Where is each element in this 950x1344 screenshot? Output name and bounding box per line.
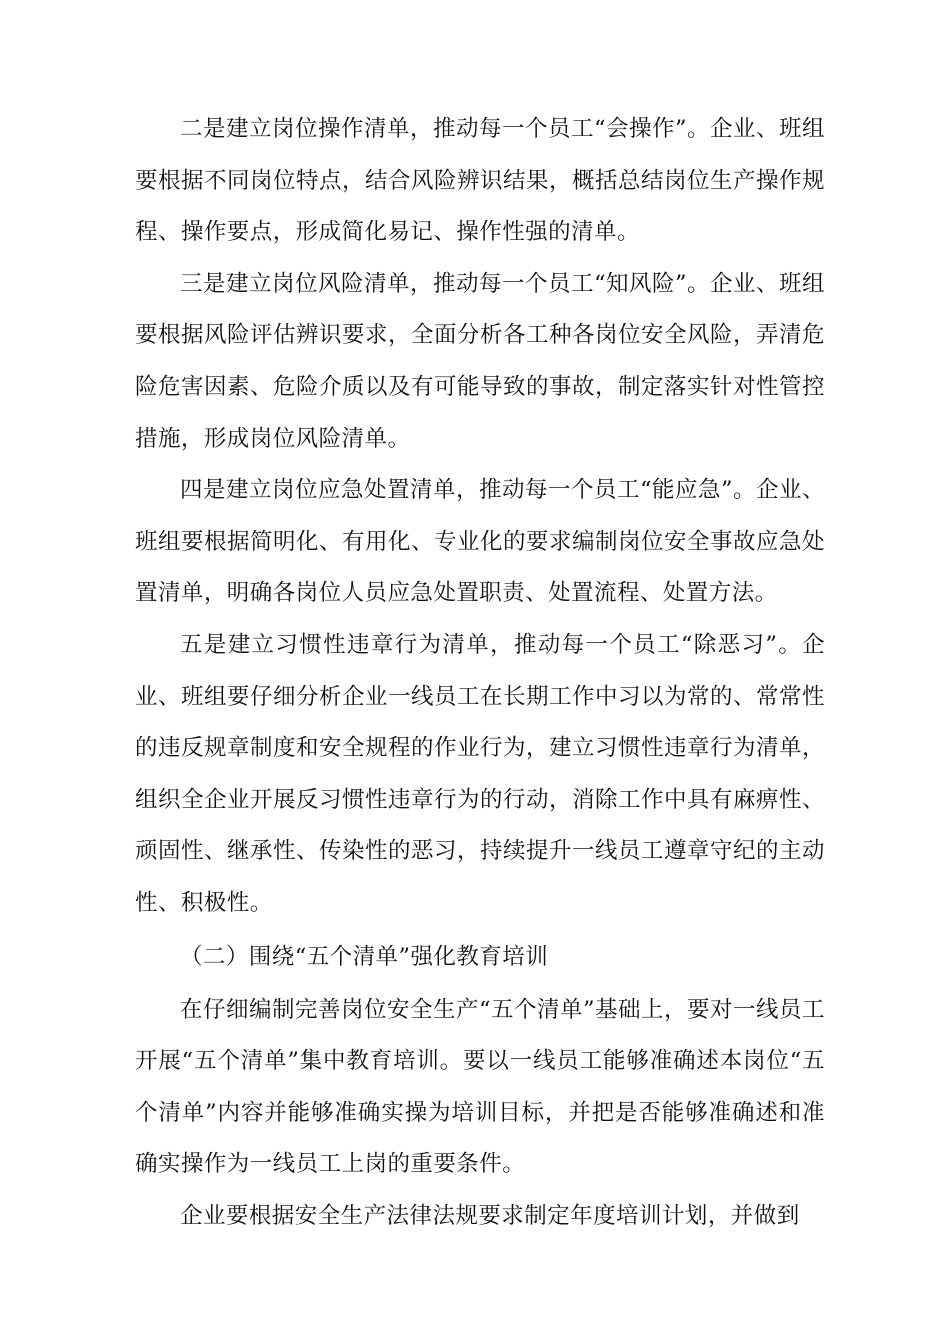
- paragraph-operation-list: 二是建立岗位操作清单，推动每一个员工“会操作”。企业、班组要根据不同岗位特点，结合风险辨识结果，概括总结岗位生产操作规程、操作要点，形成简化易记、操作性强的清单。: [135, 116, 825, 246]
- paragraph-annual-plan: 企业要根据安全生产法律法规要求制定年度培训计划，并做到: [180, 1202, 800, 1229]
- section-heading: （二）围绕“五个清单”强化教育培训: [180, 943, 549, 970]
- paragraph-emergency-list: 四是建立岗位应急处置清单，推动每一个员工“能应急”。企业、班组要根据简明化、有用化、专业化的要求编制岗位安全事故应急处置清单，明确各岗位人员应急处置职责、处置流程、处置方法。: [135, 477, 825, 607]
- document-page: [135, 104, 825, 1242]
- paragraph-training: 在仔细编制完善岗位安全生产“五个清单”基础上，要对一线员工开展“五个清单”集中教育培训。要以一线员工能够准确述本岗位“五个清单”内容并能够准确实操为培训目标，并把是否能够准确述和准确实操作为一线员工上岗的重要条件。: [135, 996, 825, 1178]
- paragraph-violation-list: 五是建立习惯性违章行为清单，推动每一个员工“除恶习”。企业、班组要仔细分析企业一线员工在长期工作中习以为常的、常常性的违反规章制度和安全规程的作业行为，建立习惯性违章行为清单，组织全企业开展反习惯性违章行为的行动，消除工作中具有麻痹性、顽固性、继承性、传染性的恶习，持续提升一线员工遵章守纪的主动性、积极性。: [135, 631, 825, 916]
- paragraph-risk-list: 三是建立岗位风险清单，推动每一个员工“知风险”。企业、班组要根据风险评估辨识要求，全面分析各工种各岗位安全风险，弄清危险危害因素、危险介质以及有可能导致的事故，制定落实针对性管控措施，形成岗位风险清单。: [135, 270, 825, 452]
